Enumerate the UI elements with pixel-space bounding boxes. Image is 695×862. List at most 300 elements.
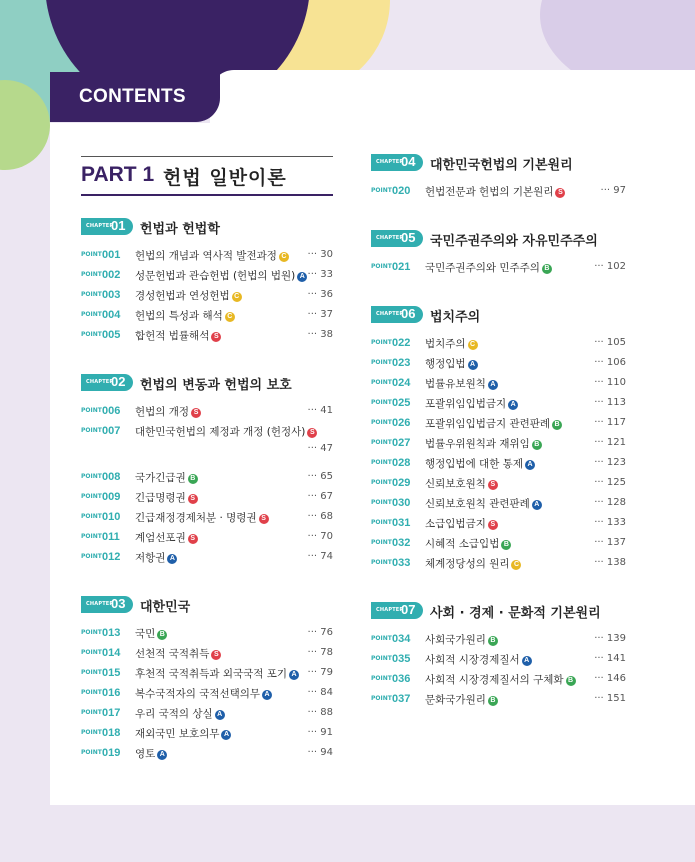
toc-entry[interactable] bbox=[81, 528, 333, 548]
point-word: POINT bbox=[81, 291, 102, 298]
toc-entry[interactable] bbox=[81, 402, 333, 422]
entry-title bbox=[425, 672, 576, 687]
entry-title bbox=[135, 626, 167, 641]
entry-page: ··· 128 bbox=[594, 497, 626, 508]
point-number: 032 bbox=[392, 537, 411, 549]
entry-title-text: 국민주권주의와 민주주의 bbox=[425, 262, 540, 274]
entry-page: ··· 123 bbox=[594, 457, 626, 468]
chapter-title: 법치주의 bbox=[430, 310, 481, 325]
point-number: 008 bbox=[102, 471, 121, 483]
entry-title bbox=[135, 470, 198, 485]
point-number: 036 bbox=[392, 673, 411, 685]
entry-page: ··· 102 bbox=[594, 261, 626, 272]
toc-left-list bbox=[81, 214, 333, 764]
toc-entry[interactable] bbox=[371, 434, 626, 454]
toc-right-column bbox=[371, 150, 626, 710]
chapter-number: 01 bbox=[111, 218, 126, 233]
entry-title-text: 행정입법 bbox=[425, 358, 466, 370]
entry-title-text: 법률우위원칙과 재위임 bbox=[425, 438, 530, 450]
entry-title bbox=[425, 556, 521, 571]
entry-title-text: 긴급명령권 bbox=[135, 492, 186, 504]
importance-grade-badge: S bbox=[211, 650, 221, 660]
entry-title-text: 국민 bbox=[135, 628, 156, 640]
entry-title-text: 후천적 국적취득과 외국국적 포기 bbox=[135, 668, 288, 680]
importance-grade-badge: B bbox=[488, 636, 498, 646]
entry-page: ··· 84 bbox=[307, 687, 333, 698]
entry-page: ··· 67 bbox=[307, 491, 333, 502]
importance-grade-badge: S bbox=[191, 408, 201, 418]
importance-grade-badge: A bbox=[468, 360, 478, 370]
importance-grade-badge: B bbox=[532, 440, 542, 450]
entry-title-text: 성문헌법과 관습헌법 (헌법의 법원) bbox=[135, 270, 296, 282]
entry-title-text: 신뢰보호원칙 관련판례 bbox=[425, 498, 530, 510]
point-word: POINT bbox=[81, 669, 102, 676]
toc-entry[interactable] bbox=[81, 664, 333, 684]
point-number: 028 bbox=[392, 457, 411, 469]
entry-title-text: 합헌적 법률해석 bbox=[135, 330, 210, 342]
entry-page: ··· 36 bbox=[307, 289, 333, 300]
entry-page: ··· 68 bbox=[307, 511, 333, 522]
importance-grade-badge: S bbox=[488, 480, 498, 490]
toc-entry[interactable] bbox=[371, 414, 626, 434]
point-number: 025 bbox=[392, 397, 411, 409]
entry-title bbox=[135, 646, 221, 661]
point-word: POINT bbox=[371, 263, 392, 270]
entry-page: ··· 106 bbox=[594, 357, 626, 368]
point-word: POINT bbox=[371, 379, 392, 386]
toc-entry[interactable] bbox=[371, 354, 626, 374]
entry-page: ··· 78 bbox=[307, 647, 333, 658]
chapter-word: CHAPTER bbox=[86, 223, 114, 229]
importance-grade-badge: B bbox=[501, 540, 511, 550]
entry-page: ··· 47 bbox=[307, 443, 333, 454]
point-number: 023 bbox=[392, 357, 411, 369]
point-word: POINT bbox=[81, 533, 102, 540]
content-panel-top bbox=[210, 70, 695, 123]
point-number: 030 bbox=[392, 497, 411, 509]
entry-title bbox=[135, 530, 198, 545]
importance-grade-badge: S bbox=[211, 332, 221, 342]
point-word: POINT bbox=[81, 251, 102, 258]
entry-page: ··· 65 bbox=[307, 471, 333, 482]
entry-title-text: 행정입법에 대한 통제 bbox=[425, 458, 523, 470]
point-word: POINT bbox=[81, 473, 102, 480]
entry-title-text: 대한민국헌법의 제정과 개정 (헌정사) bbox=[135, 426, 306, 438]
importance-grade-badge: A bbox=[221, 730, 231, 740]
toc-entry[interactable] bbox=[81, 468, 333, 488]
importance-grade-badge: S bbox=[555, 188, 565, 198]
importance-grade-badge: B bbox=[157, 630, 167, 640]
chapter-heading bbox=[371, 150, 626, 176]
importance-grade-badge: B bbox=[188, 474, 198, 484]
chapter-title: 대한민국헌법의 기본원리 bbox=[430, 158, 573, 173]
entry-page: ··· 141 bbox=[594, 653, 626, 664]
toc-entry[interactable] bbox=[371, 554, 626, 574]
importance-grade-badge: S bbox=[307, 428, 317, 438]
chapter-number: 04 bbox=[401, 154, 416, 169]
entry-title bbox=[135, 328, 221, 343]
toc-entry[interactable] bbox=[81, 422, 333, 442]
importance-grade-badge: B bbox=[552, 420, 562, 430]
entry-page: ··· 41 bbox=[307, 405, 333, 416]
part-label: PART 1 bbox=[81, 163, 155, 186]
entry-title-text: 법치주의 bbox=[425, 338, 466, 350]
entry-page: ··· 70 bbox=[307, 531, 333, 542]
importance-grade-badge: C bbox=[232, 292, 242, 302]
entry-title bbox=[425, 692, 498, 707]
entry-title bbox=[135, 550, 177, 565]
chapter-word: CHAPTER bbox=[376, 159, 404, 165]
point-number: 019 bbox=[102, 747, 121, 759]
importance-grade-badge: A bbox=[525, 460, 535, 470]
entry-title bbox=[135, 490, 198, 505]
point-number: 033 bbox=[392, 557, 411, 569]
chapter-number: 06 bbox=[401, 306, 416, 321]
point-word: POINT bbox=[81, 311, 102, 318]
entry-title bbox=[425, 184, 565, 199]
entry-title-text: 소급입법금지 bbox=[425, 518, 486, 530]
importance-grade-badge: A bbox=[532, 500, 542, 510]
entry-page: ··· 37 bbox=[307, 309, 333, 320]
toc-entry[interactable] bbox=[371, 670, 626, 690]
entry-title bbox=[425, 516, 498, 531]
point-number: 016 bbox=[102, 687, 121, 699]
importance-grade-badge: C bbox=[468, 340, 478, 350]
entry-page: ··· 38 bbox=[307, 329, 333, 340]
chapter-title: 대한민국 bbox=[140, 600, 191, 615]
entry-page: ··· 91 bbox=[307, 727, 333, 738]
entry-title bbox=[425, 456, 535, 471]
toc-entry[interactable] bbox=[371, 630, 626, 650]
entry-title bbox=[425, 260, 552, 275]
point-number: 031 bbox=[392, 517, 411, 529]
chapter-title: 사회 · 경제 · 문화적 기본원리 bbox=[430, 606, 601, 621]
toc-entry[interactable] bbox=[81, 306, 333, 326]
importance-grade-badge: C bbox=[279, 252, 289, 262]
point-word: POINT bbox=[371, 635, 392, 642]
toc-entry[interactable] bbox=[81, 684, 333, 704]
chapter-title: 헌법과 헌법학 bbox=[140, 222, 220, 237]
toc-entry[interactable] bbox=[81, 246, 333, 266]
entry-title-text: 선천적 국적취득 bbox=[135, 648, 210, 660]
entry-title bbox=[135, 288, 242, 303]
toc-entry[interactable] bbox=[371, 534, 626, 554]
point-number: 001 bbox=[102, 249, 121, 261]
point-number: 010 bbox=[102, 511, 121, 523]
entry-title-text: 헌법의 개정 bbox=[135, 406, 190, 418]
point-word: POINT bbox=[371, 399, 392, 406]
point-word: POINT bbox=[81, 709, 102, 716]
point-word: POINT bbox=[81, 427, 102, 434]
toc-entry[interactable] bbox=[81, 488, 333, 508]
importance-grade-badge: A bbox=[167, 554, 177, 564]
point-word: POINT bbox=[371, 519, 392, 526]
chapter-badge bbox=[371, 154, 423, 171]
point-number: 011 bbox=[102, 531, 120, 543]
entry-page: ··· 76 bbox=[307, 627, 333, 638]
part-heading bbox=[81, 156, 333, 196]
entry-title bbox=[135, 404, 201, 419]
entry-page: ··· 105 bbox=[594, 337, 626, 348]
entry-page: ··· 94 bbox=[307, 747, 333, 758]
chapter-title: 국민주권주의와 자유민주주의 bbox=[430, 234, 598, 249]
point-number: 004 bbox=[102, 309, 121, 321]
entry-title bbox=[425, 336, 478, 351]
point-number: 015 bbox=[102, 667, 121, 679]
entry-title bbox=[425, 536, 511, 551]
chapter-word: CHAPTER bbox=[376, 311, 404, 317]
point-number: 007 bbox=[102, 425, 121, 437]
entry-title-text: 사회적 시장경제질서의 구체화 bbox=[425, 674, 564, 686]
point-word: POINT bbox=[371, 499, 392, 506]
point-word: POINT bbox=[81, 271, 102, 278]
chapter-number: 03 bbox=[111, 596, 126, 611]
entry-title-text: 영토 bbox=[135, 748, 156, 760]
entry-title bbox=[135, 424, 317, 439]
entry-title-text: 우리 국적의 상실 bbox=[135, 708, 213, 720]
point-word: POINT bbox=[371, 419, 392, 426]
point-number: 018 bbox=[102, 727, 121, 739]
chapter-badge bbox=[371, 230, 423, 247]
entry-title-text: 저항권 bbox=[135, 552, 166, 564]
entry-title bbox=[425, 436, 542, 451]
entry-title-text: 재외국민 보호의무 bbox=[135, 728, 220, 740]
point-word: POINT bbox=[81, 553, 102, 560]
chapter-number: 05 bbox=[401, 230, 416, 245]
chapter-word: CHAPTER bbox=[86, 601, 114, 607]
entry-title bbox=[425, 356, 478, 371]
point-number: 013 bbox=[102, 627, 121, 639]
point-number: 026 bbox=[392, 417, 411, 429]
entry-page: ··· 113 bbox=[594, 397, 626, 408]
toc-entry[interactable] bbox=[81, 704, 333, 724]
toc-entry[interactable] bbox=[371, 374, 626, 394]
toc-right-list bbox=[371, 150, 626, 710]
point-number: 009 bbox=[102, 491, 121, 503]
entry-page: ··· 117 bbox=[594, 417, 626, 428]
point-word: POINT bbox=[81, 513, 102, 520]
chapter-word: CHAPTER bbox=[376, 607, 404, 613]
entry-title-text: 포괄위임입법금지 관련판례 bbox=[425, 418, 551, 430]
point-word: POINT bbox=[371, 655, 392, 662]
entry-page: ··· 33 bbox=[307, 269, 333, 280]
chapter-heading bbox=[81, 214, 333, 240]
toc-entry[interactable] bbox=[371, 334, 626, 354]
entry-title-text: 문화국가원리 bbox=[425, 694, 486, 706]
entry-page: ··· 151 bbox=[594, 693, 626, 704]
toc-entry[interactable] bbox=[81, 744, 333, 764]
entry-page: ··· 121 bbox=[594, 437, 626, 448]
importance-grade-badge: B bbox=[542, 264, 552, 274]
point-word: POINT bbox=[371, 359, 392, 366]
entry-title bbox=[135, 248, 289, 263]
toc-entry[interactable] bbox=[81, 624, 333, 644]
toc-entry[interactable] bbox=[371, 474, 626, 494]
point-number: 024 bbox=[392, 377, 411, 389]
entry-title bbox=[135, 686, 272, 701]
entry-title-text: 사회적 시장경제질서 bbox=[425, 654, 520, 666]
point-word: POINT bbox=[81, 649, 102, 656]
entry-page: ··· 74 bbox=[307, 551, 333, 562]
importance-grade-badge: C bbox=[225, 312, 235, 322]
entry-title bbox=[135, 268, 307, 283]
point-word: POINT bbox=[371, 439, 392, 446]
toc-entry[interactable] bbox=[371, 494, 626, 514]
point-word: POINT bbox=[81, 749, 102, 756]
entry-title bbox=[425, 376, 498, 391]
chapter-badge bbox=[81, 374, 133, 391]
page-title: CONTENTS bbox=[79, 86, 186, 107]
toc-entry[interactable] bbox=[81, 724, 333, 744]
entry-title bbox=[135, 726, 231, 741]
entry-page: ··· 79 bbox=[307, 667, 333, 678]
point-number: 003 bbox=[102, 289, 121, 301]
toc-entry[interactable] bbox=[81, 508, 333, 528]
point-word: POINT bbox=[371, 459, 392, 466]
entry-title-text: 계엄선포권 bbox=[135, 532, 186, 544]
entry-title-text: 신뢰보호원칙 bbox=[425, 478, 486, 490]
point-number: 002 bbox=[102, 269, 121, 281]
entry-title bbox=[135, 706, 225, 721]
toc-entry[interactable] bbox=[371, 650, 626, 670]
point-word: POINT bbox=[81, 493, 102, 500]
toc-entry[interactable] bbox=[81, 644, 333, 664]
point-number: 034 bbox=[392, 633, 411, 645]
entry-title bbox=[425, 632, 498, 647]
importance-grade-badge: A bbox=[262, 690, 272, 700]
chapter-title: 헌법의 변동과 헌법의 보호 bbox=[140, 378, 292, 393]
entry-page: ··· 138 bbox=[594, 557, 626, 568]
toc-entry[interactable] bbox=[81, 286, 333, 306]
chapter-badge bbox=[371, 306, 423, 323]
entry-page: ··· 97 bbox=[600, 185, 626, 196]
toc-left-column bbox=[81, 150, 333, 764]
point-number: 022 bbox=[392, 337, 411, 349]
point-word: POINT bbox=[371, 339, 392, 346]
chapter-heading bbox=[371, 226, 626, 252]
point-number: 014 bbox=[102, 647, 121, 659]
point-number: 021 bbox=[392, 261, 411, 273]
importance-grade-badge: A bbox=[215, 710, 225, 720]
entry-title-text: 법률유보원칙 bbox=[425, 378, 486, 390]
entry-title bbox=[425, 652, 532, 667]
entry-title-text: 사회국가원리 bbox=[425, 634, 486, 646]
entry-title bbox=[425, 476, 498, 491]
entry-page: ··· 88 bbox=[307, 707, 333, 718]
entry-page: ··· 137 bbox=[594, 537, 626, 548]
point-word: POINT bbox=[371, 695, 392, 702]
entry-title bbox=[135, 666, 299, 681]
point-word: POINT bbox=[371, 559, 392, 566]
chapter-badge bbox=[81, 596, 133, 613]
point-number: 017 bbox=[102, 707, 121, 719]
entry-title-text: 긴급재정경제처분 · 명령권 bbox=[135, 512, 257, 524]
entry-page: ··· 30 bbox=[307, 249, 333, 260]
toc-entry[interactable] bbox=[371, 258, 626, 278]
chapter-word: CHAPTER bbox=[86, 379, 114, 385]
point-word: POINT bbox=[371, 539, 392, 546]
importance-grade-badge: S bbox=[488, 520, 498, 530]
chapter-heading bbox=[81, 370, 333, 396]
entry-title-text: 국가긴급권 bbox=[135, 472, 186, 484]
entry-page: ··· 125 bbox=[594, 477, 626, 488]
point-word: POINT bbox=[81, 331, 102, 338]
point-word: POINT bbox=[81, 729, 102, 736]
point-number: 037 bbox=[392, 693, 411, 705]
chapter-badge bbox=[371, 602, 423, 619]
entry-title bbox=[425, 396, 518, 411]
chapter-number: 07 bbox=[401, 602, 416, 617]
entry-page: ··· 146 bbox=[594, 673, 626, 684]
point-number: 027 bbox=[392, 437, 411, 449]
point-number: 020 bbox=[392, 185, 411, 197]
toc-entry[interactable] bbox=[81, 548, 333, 568]
toc-entry[interactable] bbox=[371, 514, 626, 534]
importance-grade-badge: A bbox=[522, 656, 532, 666]
importance-grade-badge: S bbox=[188, 534, 198, 544]
toc-entry[interactable] bbox=[371, 182, 626, 202]
point-number: 005 bbox=[102, 329, 121, 341]
entry-title-text: 경성헌법과 연성헌법 bbox=[135, 290, 230, 302]
importance-grade-badge: B bbox=[488, 696, 498, 706]
point-number: 006 bbox=[102, 405, 121, 417]
toc-entry[interactable] bbox=[371, 690, 626, 710]
entry-title-text: 헌법전문과 헌법의 기본원리 bbox=[425, 186, 554, 198]
chapter-number: 02 bbox=[111, 374, 126, 389]
chapter-heading bbox=[371, 598, 626, 624]
importance-grade-badge: S bbox=[188, 494, 198, 504]
point-number: 035 bbox=[392, 653, 411, 665]
importance-grade-badge: A bbox=[508, 400, 518, 410]
importance-grade-badge: A bbox=[157, 750, 167, 760]
entry-title-text: 헌법의 특성과 해석 bbox=[135, 310, 223, 322]
point-word: POINT bbox=[371, 187, 392, 194]
entry-page: ··· 110 bbox=[594, 377, 626, 388]
entry-page: ··· 139 bbox=[594, 633, 626, 644]
entry-title bbox=[135, 746, 167, 761]
chapter-heading bbox=[81, 592, 333, 618]
importance-grade-badge: A bbox=[488, 380, 498, 390]
entry-page: ··· 133 bbox=[594, 517, 626, 528]
point-word: POINT bbox=[81, 629, 102, 636]
toc-entry[interactable] bbox=[81, 266, 333, 286]
entry-title-text: 포괄위임입법금지 bbox=[425, 398, 507, 410]
point-word: POINT bbox=[81, 689, 102, 696]
chapter-heading bbox=[371, 302, 626, 328]
importance-grade-badge: B bbox=[566, 676, 576, 686]
entry-title bbox=[425, 496, 542, 511]
point-number: 012 bbox=[102, 551, 121, 563]
point-word: POINT bbox=[371, 675, 392, 682]
entry-title bbox=[135, 308, 235, 323]
entry-title bbox=[135, 510, 269, 525]
toc-entry[interactable] bbox=[81, 326, 333, 346]
entry-title-text: 체계정당성의 원리 bbox=[425, 558, 510, 570]
point-number: 029 bbox=[392, 477, 411, 489]
part-title: 헌법 일반이론 bbox=[163, 167, 287, 189]
point-word: POINT bbox=[371, 479, 392, 486]
importance-grade-badge: S bbox=[259, 514, 269, 524]
importance-grade-badge: A bbox=[289, 670, 299, 680]
importance-grade-badge: C bbox=[511, 560, 521, 570]
toc-entry-page-line bbox=[81, 442, 333, 460]
entry-title-text: 헌법의 개념과 역사적 발전과정 bbox=[135, 250, 277, 262]
toc-entry[interactable] bbox=[371, 394, 626, 414]
toc-entry[interactable] bbox=[371, 454, 626, 474]
entry-title bbox=[425, 416, 562, 431]
entry-title-text: 복수국적자의 국적선택의무 bbox=[135, 688, 261, 700]
chapter-word: CHAPTER bbox=[376, 235, 404, 241]
